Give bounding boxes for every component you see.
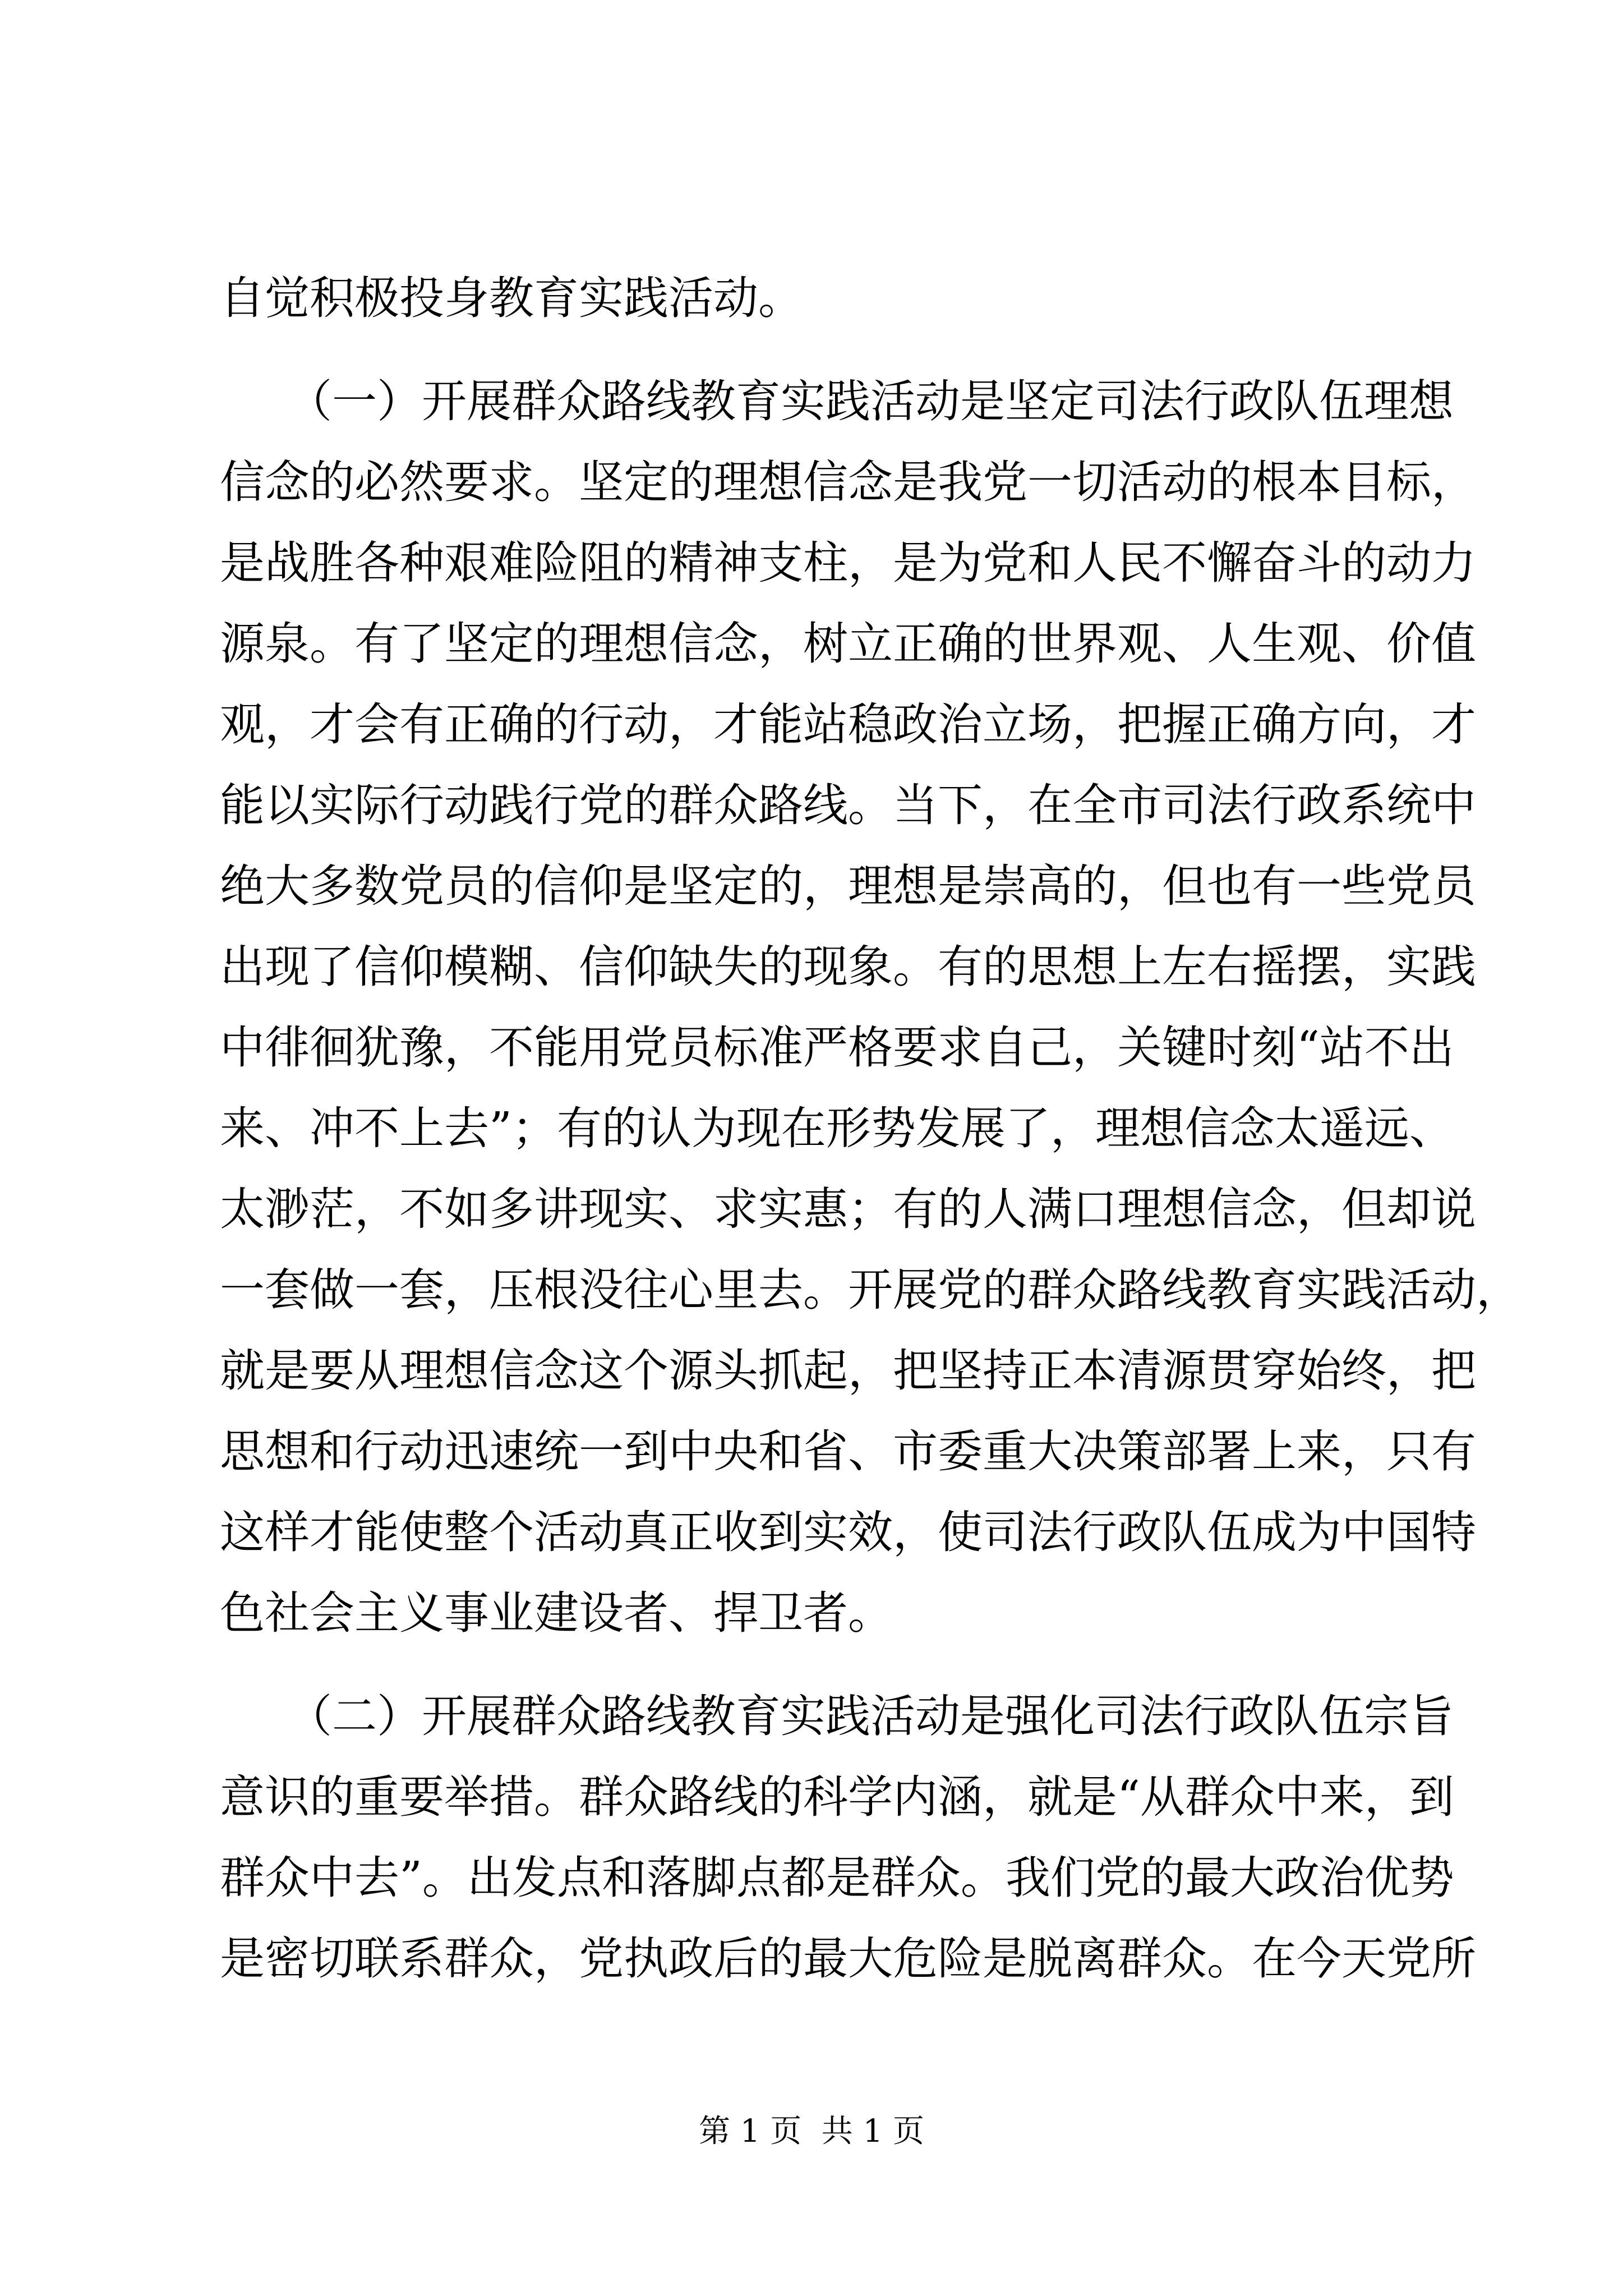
text-line: 信念的必然要求。坚定的理想信念是我党一切活动的根本目标，: [220, 456, 1476, 508]
text-line: 是密切联系群众，党执政后的最大危险是脱离群众。在今天党所: [220, 1932, 1476, 1985]
text-line: 就是要从理想信念这个源头抓起，把坚持正本清源贯穿始终，把: [220, 1345, 1476, 1397]
page-number-label: 第 1 页 共 1 页: [698, 2113, 925, 2150]
body-text: [220, 258, 1521, 1999]
paragraph-2: [220, 361, 1521, 1654]
page-footer: [0, 2109, 1623, 2154]
text-line: 绝大多数党员的信仰是坚定的，理想是崇高的，但也有一些党员: [220, 860, 1476, 912]
text-line: （一）开展群众路线教育实践活动是坚定司法行政队伍理想: [220, 375, 1454, 427]
text-line: 是战胜各种艰难险阻的精神支柱，是为党和人民不懈奋斗的动力: [220, 537, 1476, 589]
text-line: 源泉。有了坚定的理想信念，树立正确的世界观、人生观、价值: [220, 618, 1476, 670]
text-line: 中徘徊犹豫，不能用党员标准严格要求自己，关键时刻“站不出: [220, 1022, 1454, 1074]
text-line: 色社会主义事业建设者、捍卫者。: [220, 1587, 893, 1639]
text-line: 一套做一套，压根没往心里去。开展党的群众路线教育实践活动，: [220, 1264, 1521, 1316]
text-line: 观，才会有正确的行动，才能站稳政治立场，把握正确方向，才: [220, 698, 1476, 751]
paragraph-1: [220, 258, 1403, 339]
text-line: 出现了信仰模糊、信仰缺失的现象。有的思想上左右摇摆，实践: [220, 941, 1476, 993]
text-line: 这样才能使整个活动真正收到实效，使司法行政队伍成为中国特: [220, 1506, 1476, 1558]
text-line: （二）开展群众路线教育实践活动是强化司法行政队伍宗旨: [220, 1690, 1454, 1742]
text-line: 思想和行动迅速统一到中央和省、市委重大决策部署上来，只有: [220, 1425, 1476, 1478]
paragraph-gap: [220, 339, 1403, 361]
text-line: 群众中去”。出发点和落脚点都是群众。我们党的最大政治优势: [220, 1852, 1454, 1904]
text-line: 能以实际行动践行党的群众路线。当下，在全市司法行政系统中: [220, 779, 1476, 831]
paragraph-gap: [220, 1654, 1403, 1676]
text-line: 自觉积极投身教育实践活动。: [220, 272, 803, 324]
text-line: 来、冲不上去”；有的认为现在形势发展了，理想信念太遥远、: [220, 1102, 1454, 1154]
text-line: 太渺茫，不如多讲现实、求实惠；有的人满口理想信念，但却说: [220, 1183, 1476, 1235]
text-line: 意识的重要举措。群众路线的科学内涵，就是“从群众中来，到: [220, 1771, 1454, 1823]
paragraph-3: [220, 1676, 1476, 1999]
